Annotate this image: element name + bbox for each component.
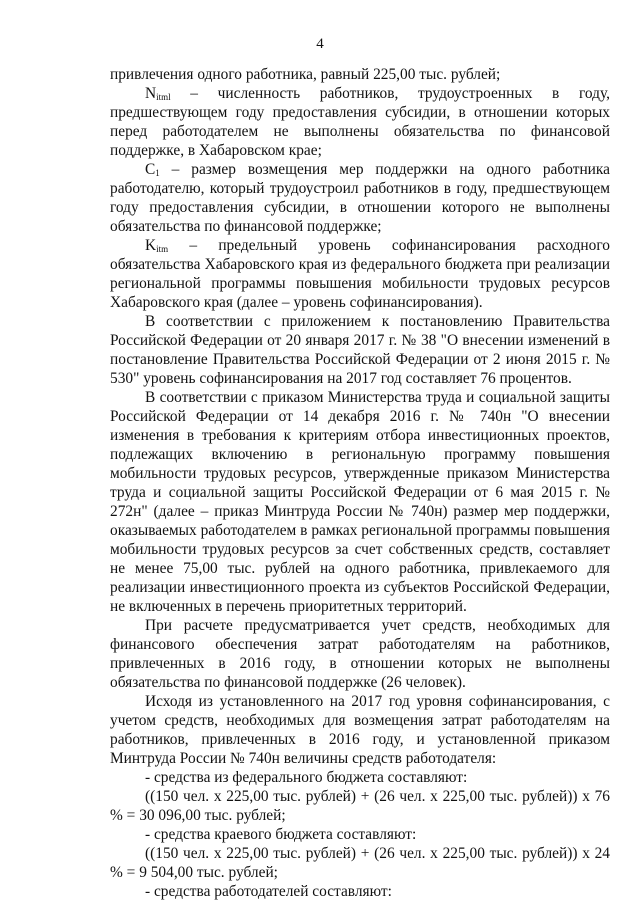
definition-c1 [110,160,610,236]
symbol: C [145,161,156,178]
symbol-subscript: 1 [155,168,160,178]
list-item-federal-budget: - средства из федерального бюджета составляют: [145,769,468,786]
paragraph-continuation: привлечения одного работника, равный 225,00 тыс. рублей; [110,66,501,83]
symbol: N [145,85,157,102]
paragraph: Исходя из установленного на 2017 год уровня софинансирования, с учетом средств, необходимых для возмещения затрат работодателям на работников, привлеченных в 2016 году, и установленной приказом Минтруда России № 740н величины средств работодателя: [110,693,610,767]
symbol-subscript: itml [156,92,171,102]
formula-regional-budget: ((150 чел. х 225,00 тыс. рублей) + (26 чел. х 225,00 тыс. рублей)) х 24 % = 9 504,00 тыс. рублей; [110,845,610,881]
symbol: K [145,237,157,254]
definition-text: – размер возмещения мер поддержки на одного работника работодателю, который трудоустроил работников в году, предшествующем году предоставления субсидии, в отношении которого не выполнены обязательства по финансовой поддержке; [110,161,610,235]
document-body [110,65,610,901]
page-number: 4 [316,36,324,52]
list-item-employers: - средства работодателей составляют: [145,883,392,900]
list-item-regional-budget: - средства краевого бюджета составляют: [145,826,417,843]
paragraph: При расчете предусматривается учет средств, необходимых для финансового обеспечения затрат работодателям на работников, привлеченных в 2016 году, в отношении которых не выполнены обязательства по финансовой поддержке (26 человек). [110,617,610,691]
definition-k-itm [110,236,610,312]
formula-federal-budget: ((150 чел. х 225,00 тыс. рублей) + (26 чел. х 225,00 тыс. рублей)) х 76 % = 30 096,00 тыс. рублей; [110,788,610,824]
definition-text: – предельный уровень софинансирования расходного обязательства Хабаровского края из федерального бюджета при реализации региональной программы повышения мобильности трудовых ресурсов Хабаровского края (далее – уровень софинансирования). [110,237,610,311]
paragraph: В соответствии с приказом Министерства труда и социальной защиты Российской Федерации от 14 декабря 2016 г. № 740н "О внесении изменения в требования к критериям отбора инвестиционных проектов, подлежащих включению в региональную программу повышения мобильности трудовых ресурсов, утвержденные приказом Министерства труда и социальной защиты Российской Федерации от 6 мая 2015 г. № 272н" (далее – приказ Минтруда России № 740н) размер мер поддержки, оказываемых работодателем в рамках региональной программы повышения мобильности трудовых ресурсов за счет собственных средств, составляет не менее 75,00 тыс. рублей на одного работника, привлекаемого для реализации инвестиционного проекта из субъектов Российской Федерации, не включенных в перечень приоритетных территорий. [110,389,610,615]
symbol-subscript: itm [156,244,169,254]
paragraph: В соответствии с приложением к постановлению Правительства Российской Федерации от 20 января 2017 г. № 38 "О внесении изменений в постановление Правительства Российской Федерации от 2 июня 2015 г. № 530" уровень софинансирования на 2017 год составляет 76 процентов. [110,313,610,387]
definition-text: – численность работников, трудоустроенных в году, предшествующем году предоставления субсидии, в отношении которых перед работодателем не выполнены обязательства по финансовой поддержке, в Хабаровском крае; [110,85,610,159]
definition-n-itml [110,84,610,160]
